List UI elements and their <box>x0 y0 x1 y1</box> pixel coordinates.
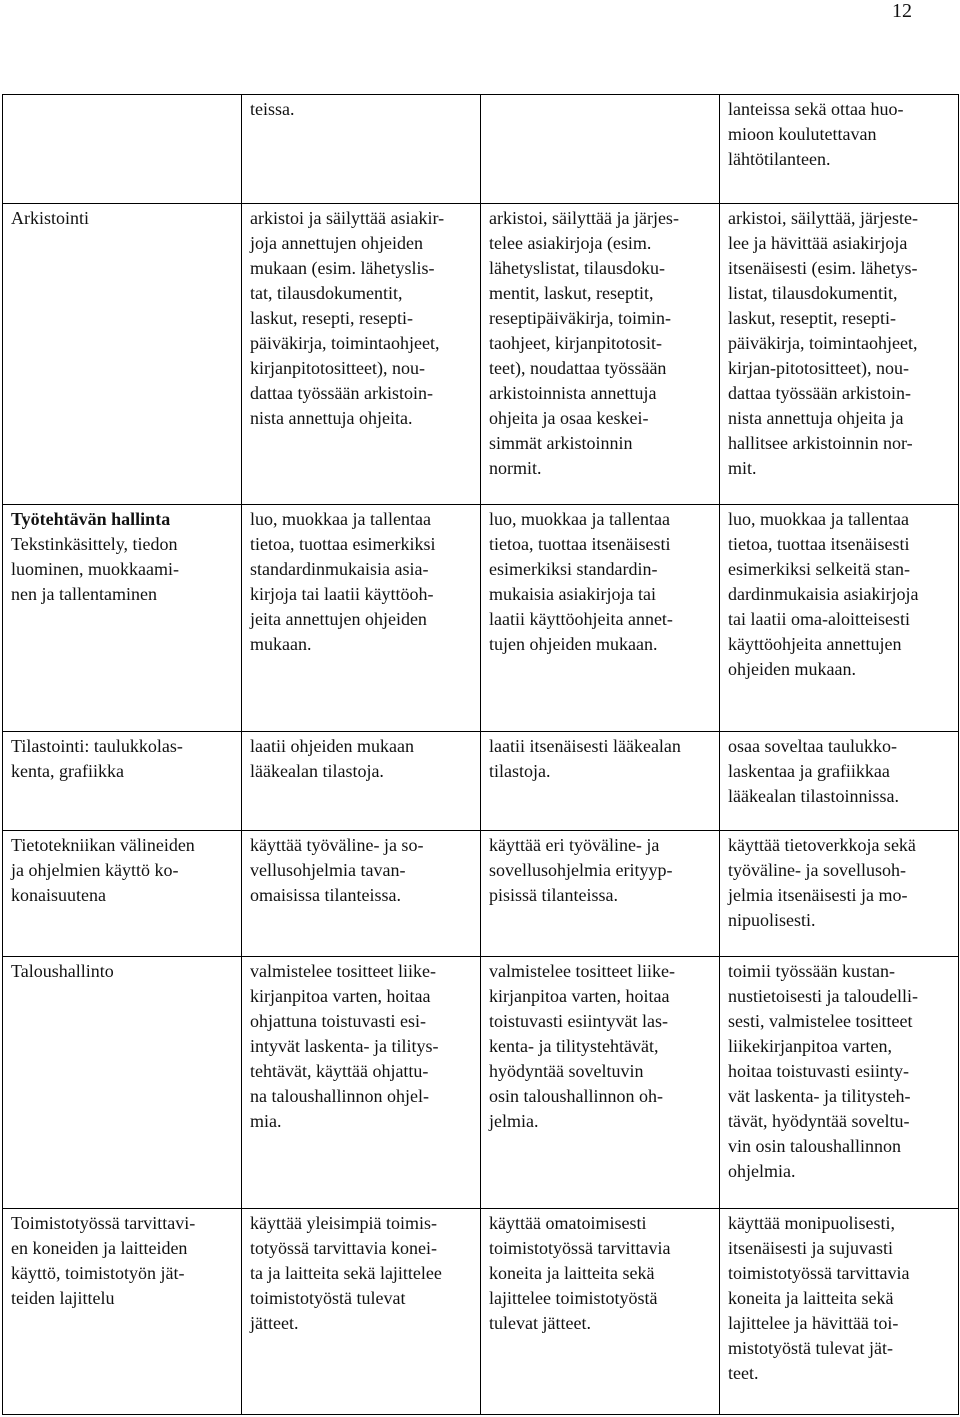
level1-cell <box>242 505 481 732</box>
level2-text: laatii itsenäisesti lääkealan tilastoja. <box>489 736 681 781</box>
topic-text: Toimistotyössä tarvittavi- en koneiden ja laitteiden käyttö, toimistotyön jät- teiden lajittelu <box>11 1213 196 1308</box>
level2-text: käyttää eri työväline- ja sovellusohjelmia erityyp- pisissä tilanteissa. <box>489 835 673 905</box>
level2-cell <box>481 505 720 732</box>
level1-text: arkistoi ja säilyttää asiakir- joja annettujen ohjeiden mukaan (esim. lähetyslis- tat, tilausdokumentit, laskut, resepti, resepti- päiväkirja, toimintaohjeet, kirjanpitotositteet), nou- dattaa työssään arkistoin- nista annettuja ohjeita. <box>250 208 445 428</box>
level3-text: arkistoi, säilyttää, järjeste- lee ja hävittää asiakirjoja itsenäisesti (esim. lähetys- listat, tilausdokumentit, laskut, reseptit, resepti- päiväkirja, toimintaohjeet, kirjan-pitotositteet), nou- dattaa työssään arkistoin- nista annettuja ohjeita ja hallitsee arkistoinnin nor- mit. <box>728 208 918 478</box>
topic-text: Tekstinkäsittely, tiedon luominen, muokkaami- nen ja tallentaminen <box>11 534 179 604</box>
level2-text: luo, muokkaa ja tallentaa tietoa, tuottaa itsenäisesti esimerkiksi standardin- mukaisia asiakirjoja tai laatii käyttöohjeita annet- tujen ohjeiden mukaan. <box>489 509 673 654</box>
table-row <box>3 95 959 204</box>
topic-cell <box>3 831 242 957</box>
level1-cell <box>242 831 481 957</box>
table-row <box>3 831 959 957</box>
level1-cell <box>242 1209 481 1415</box>
level1-cell <box>242 957 481 1209</box>
level3-cell <box>720 957 959 1209</box>
topic-cell <box>3 1209 242 1415</box>
level3-cell <box>720 204 959 505</box>
topic-cell <box>3 204 242 505</box>
level2-cell <box>481 831 720 957</box>
table-row <box>3 204 959 505</box>
level3-cell <box>720 1209 959 1415</box>
table-row <box>3 732 959 831</box>
level3-cell <box>720 95 959 204</box>
topic-cell <box>3 957 242 1209</box>
level3-cell <box>720 732 959 831</box>
level3-text: luo, muokkaa ja tallentaa tietoa, tuottaa itsenäisesti esimerkiksi selkeitä stan- dardinmukaisia asiakirjoja tai laatii oma-aloitteisesti käyttöohjeita annettujen ohjeiden mukaan. <box>728 509 919 679</box>
topic-text: Arkistointi <box>11 208 90 228</box>
level3-text: käyttää monipuolisesti, itsenäisesti ja sujuvasti toimistotyössä tarvittavia koneita ja laitteita sekä lajittelee ja hävittää toi- mistotyöstä tulevat jät- teet. <box>728 1213 910 1383</box>
level1-cell <box>242 204 481 505</box>
level2-cell <box>481 1209 720 1415</box>
level2-cell <box>481 204 720 505</box>
level1-cell <box>242 732 481 831</box>
topic-cell <box>3 505 242 732</box>
level2-cell <box>481 95 720 204</box>
level1-text: laatii ohjeiden mukaan lääkealan tilastoja. <box>250 736 414 781</box>
level1-text: käyttää yleisimpiä toimis- totyössä tarvittavia konei- ta ja laitteita sekä lajittelee toimistotyöstä tulevat jätteet. <box>250 1213 442 1333</box>
level2-cell <box>481 957 720 1209</box>
level1-text: luo, muokkaa ja tallentaa tietoa, tuottaa esimerkiksi standardinmukaisia asia- kirjoja tai laatii käyttöoh- jeita annettujen ohjeiden mukaan. <box>250 509 436 654</box>
criteria-table <box>2 94 959 1415</box>
topic-text: Tilastointi: taulukkolas- kenta, grafiikka <box>11 736 183 781</box>
level2-text: arkistoi, säilyttää ja järjes- telee asiakirjoja (esim. lähetyslistat, tilausdoku- mentit, laskut, reseptit, reseptipäiväkirja, toimin- taohjeet, kirjanpitotosit- teet), noudattaa työssään arkistoinnista annettuja ohjeita ja osaa keskei- simmät arkistoinnin normit. <box>489 208 679 478</box>
topic-cell <box>3 732 242 831</box>
topic-cell <box>3 95 242 204</box>
level2-cell <box>481 732 720 831</box>
table-row <box>3 1209 959 1415</box>
level2-text: käyttää omatoimisesti toimistotyössä tarvittavia koneita ja laitteita sekä lajittelee toimistotyöstä tulevat jätteet. <box>489 1213 671 1333</box>
level1-text: teissa. <box>250 99 295 119</box>
table-row <box>3 957 959 1209</box>
level3-text: lanteissa sekä ottaa huo- mioon koulutettavan lähtötilanteen. <box>728 99 904 169</box>
table-row <box>3 505 959 732</box>
level3-text: käyttää tietoverkkoja sekä työväline- ja sovellusoh- jelmia itsenäisesti ja mo- nipuolisesti. <box>728 835 916 930</box>
level1-text: käyttää työväline- ja so- vellusohjelmia tavan- omaisissa tilanteissa. <box>250 835 424 905</box>
level3-cell <box>720 831 959 957</box>
topic-text: Tietotekniikan välineiden ja ohjelmien käyttö ko- konaisuutena <box>11 835 195 905</box>
topic-text: Taloushallinto <box>11 961 114 981</box>
page-number: 12 <box>892 0 912 22</box>
level3-text: osaa soveltaa taulukko- laskentaa ja grafiikkaa lääkealan tilastoinnissa. <box>728 736 899 806</box>
level2-text: valmistelee tositteet liike- kirjanpitoa varten, hoitaa toistuvasti esiintyvät las- kenta- ja tilitystehtävät, hyödyntää soveltuvin osin taloushallinnon oh- jelmia. <box>489 961 675 1131</box>
level1-text: valmistelee tositteet liike- kirjanpitoa varten, hoitaa ohjattuna toistuvasti esi- intyvät laskenta- ja tilitys- tehtävät, käyttää ohjattu- na taloushallinnon ohjel- mia. <box>250 961 439 1131</box>
section-heading: Työtehtävän hallinta <box>11 509 171 529</box>
level3-cell <box>720 505 959 732</box>
level1-cell <box>242 95 481 204</box>
level3-text: toimii työssään kustan- nustietoisesti ja taloudelli- sesti, valmistelee tositteet liikekirjanpitoa varten, hoitaa toistuvasti esiinty- vät laskenta- ja tilitysteh- tävät, hyödyntää soveltu- vin osin taloushallinnon ohjelmia. <box>728 961 918 1181</box>
